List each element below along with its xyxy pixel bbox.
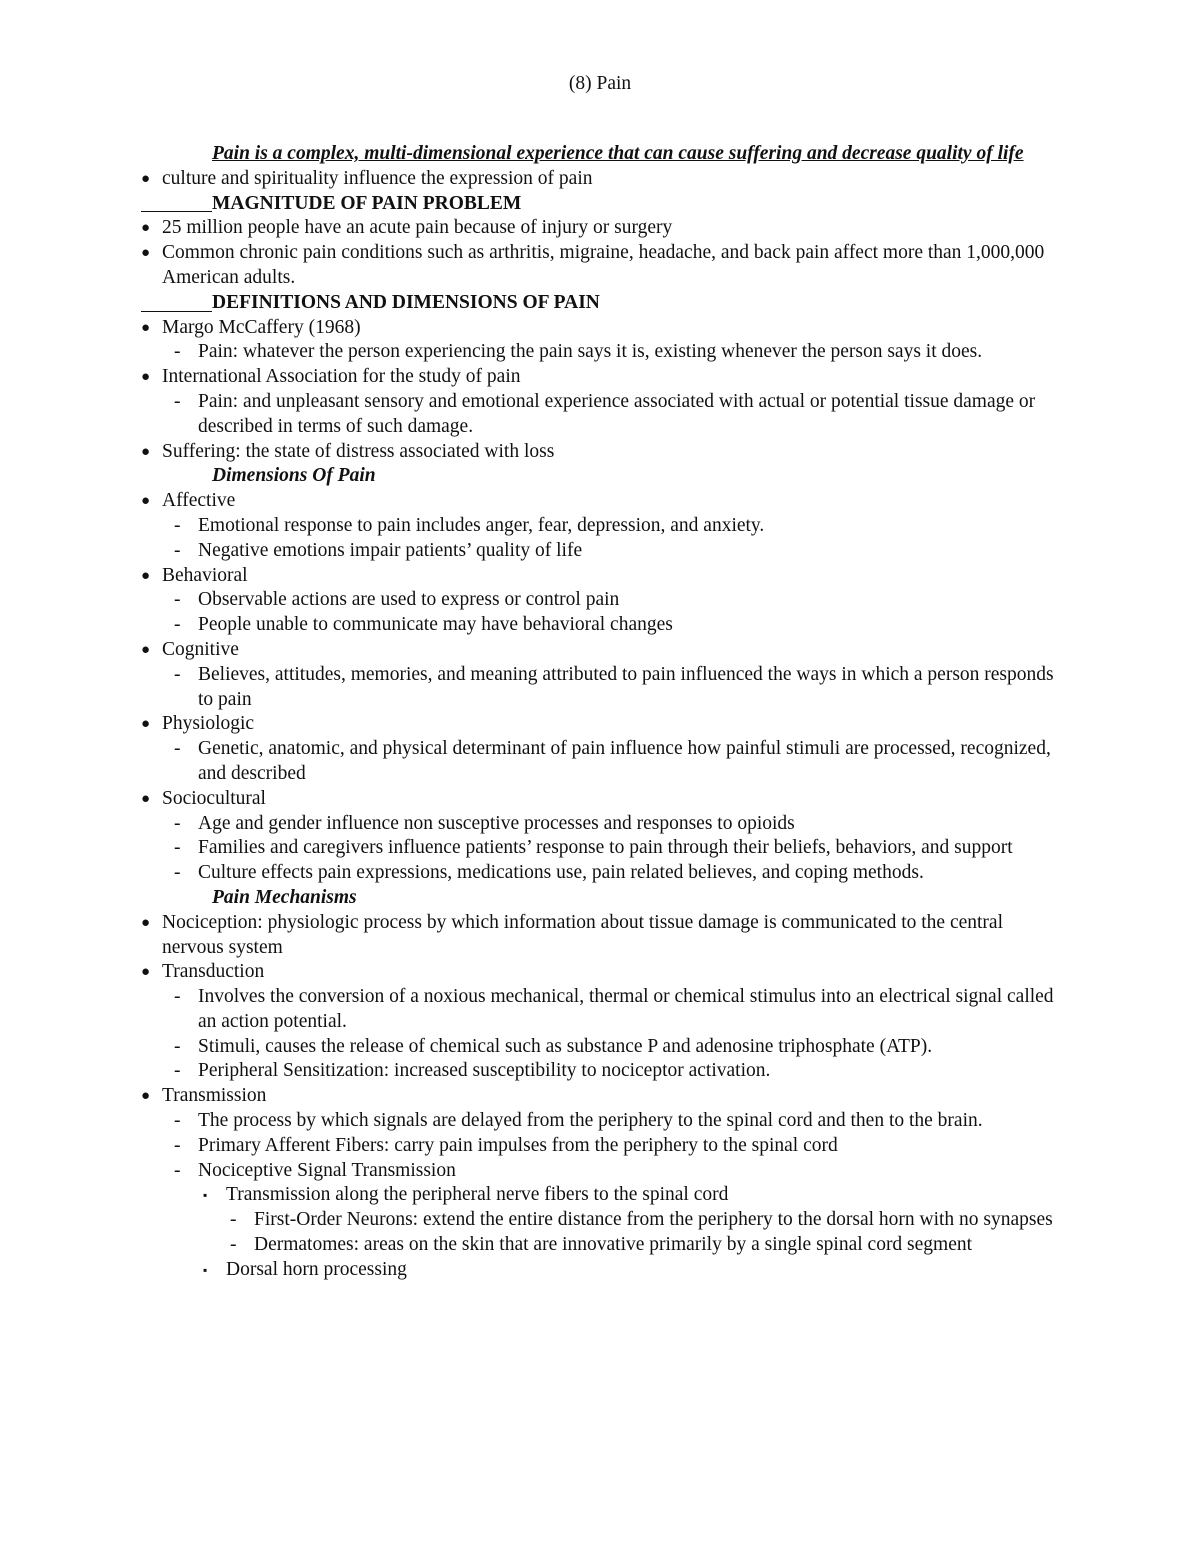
- list-item: [141, 539, 1056, 564]
- list-item-text: Nociceptive Signal Transmission: [198, 1159, 456, 1181]
- list-item: [141, 440, 1056, 465]
- list-item-text: 25 million people have an acute pain because of injury or surgery: [162, 217, 673, 239]
- dash-bullet-icon: -: [174, 986, 181, 1008]
- subsection-heading: Dimensions Of Pain: [212, 465, 376, 487]
- list-item: [141, 1208, 1056, 1233]
- list-item: [141, 836, 1056, 861]
- list-item-text: Nociception: physiologic process by which information about tissue damage is communicated to the central nervous system: [162, 911, 1003, 958]
- dash-bullet-icon: -: [174, 738, 181, 760]
- list-item-text: The process by which signals are delayed from the periphery to the spinal cord and then to the brain.: [198, 1110, 983, 1132]
- document-body: [141, 142, 1056, 1283]
- list-item: [141, 911, 1056, 961]
- dash-bullet-icon: -: [174, 514, 181, 536]
- list-item: [141, 216, 1056, 241]
- bullet-icon: ●: [141, 245, 151, 262]
- dash-bullet-icon: -: [174, 837, 181, 859]
- list-item-text: Affective: [162, 490, 236, 512]
- list-item-text: Physiologic: [162, 713, 255, 735]
- list-item: [141, 316, 1056, 341]
- dash-bullet-icon: -: [174, 390, 181, 412]
- list-item-text: Dermatomes: areas on the skin that are innovative primarily by a single spinal cord segment: [254, 1234, 973, 1256]
- list-item: [141, 241, 1056, 291]
- square-bullet-icon: ▪: [203, 1262, 208, 1277]
- list-item-text: Age and gender influence non susceptive processes and responses to opioids: [198, 812, 795, 834]
- list-item: [141, 737, 1056, 787]
- list-item: [141, 1134, 1056, 1159]
- dash-bullet-icon: -: [174, 1159, 181, 1181]
- bullet-icon: ●: [141, 1088, 151, 1105]
- list-item-text: Pain: whatever the person experiencing the pain says it is, existing whenever the person says it does.: [198, 341, 983, 363]
- list-item: [141, 167, 1056, 192]
- list-item: [141, 787, 1056, 812]
- list-item-text: Peripheral Sensitization: increased susceptibility to nociceptor activation.: [198, 1060, 771, 1082]
- list-item-text: Transmission: [162, 1085, 267, 1107]
- list-item-text: Negative emotions impair patients’ quality of life: [198, 539, 583, 561]
- section-heading: DEFINITIONS AND DIMENSIONS OF PAIN: [141, 291, 1056, 316]
- dash-bullet-icon: -: [174, 539, 181, 561]
- dash-bullet-icon: -: [174, 589, 181, 611]
- list-item-text: Genetic, anatomic, and physical determinant of pain influence how painful stimuli are processed, recognized, and described: [198, 738, 1051, 784]
- list-item: [141, 1035, 1056, 1060]
- intro-statement: [141, 142, 1056, 167]
- list-item-text: Dorsal horn processing: [226, 1258, 407, 1280]
- bullet-icon: ●: [141, 914, 151, 931]
- list-item: [141, 985, 1056, 1035]
- bullet-icon: ●: [141, 493, 151, 510]
- bullet-icon: ●: [141, 443, 151, 460]
- bullet-icon: ●: [141, 641, 151, 658]
- dash-bullet-icon: -: [174, 663, 181, 685]
- list-item-text: People unable to communicate may have behavioral changes: [198, 614, 673, 636]
- dash-bullet-icon: -: [230, 1234, 237, 1256]
- bullet-icon: ●: [141, 964, 151, 981]
- list-item-text: Believes, attitudes, memories, and meaning attributed to pain influenced the ways in which a person responds to pain: [198, 663, 1054, 710]
- bullet-icon: ●: [141, 220, 151, 237]
- list-item-text: Culture effects pain expressions, medications use, pain related believes, and coping methods.: [198, 862, 924, 884]
- list-item: [141, 1084, 1056, 1109]
- list-item-text: Common chronic pain conditions such as arthritis, migraine, headache, and back pain affect more than 1,000,000 American adults.: [162, 242, 1045, 288]
- list-item: [141, 1159, 1056, 1184]
- list-item-text: Pain: and unpleasant sensory and emotional experience associated with actual or potential tissue damage or described in terms of such damage.: [198, 390, 1036, 437]
- list-item: [141, 861, 1056, 886]
- list-item-text: Sociocultural: [162, 787, 266, 809]
- dash-bullet-icon: -: [174, 341, 181, 363]
- list-item-text: Cognitive: [162, 638, 239, 660]
- section-heading: MAGNITUDE OF PAIN PROBLEM: [141, 192, 1056, 217]
- list-item: [141, 1059, 1056, 1084]
- list-item-text: Suffering: the state of distress associated with loss: [162, 440, 555, 462]
- list-item: [141, 812, 1056, 837]
- square-bullet-icon: ▪: [203, 1188, 208, 1203]
- list-item-text: Stimuli, causes the release of chemical such as substance P and adenosine triphosphate (ATP).: [198, 1035, 933, 1057]
- bullet-icon: ●: [141, 790, 151, 807]
- list-item: [141, 638, 1056, 663]
- list-item-text: Involves the conversion of a noxious mechanical, thermal or chemical stimulus into an electrical signal called an action potential.: [198, 986, 1054, 1032]
- list-item-text: Behavioral: [162, 564, 248, 586]
- bullet-icon: ●: [141, 567, 151, 584]
- list-item: [141, 489, 1056, 514]
- list-item-text: Transmission along the peripheral nerve fibers to the spinal cord: [226, 1184, 729, 1206]
- dash-bullet-icon: -: [174, 862, 181, 884]
- list-item: [141, 663, 1056, 713]
- page-title: (8) Pain: [568, 73, 632, 94]
- list-item: [141, 1183, 1056, 1208]
- list-item: [141, 340, 1056, 365]
- list-item-text: Emotional response to pain includes anger, fear, depression, and anxiety.: [198, 514, 765, 536]
- dash-bullet-icon: -: [174, 1110, 181, 1132]
- subsection-heading: Pain Mechanisms: [212, 886, 357, 908]
- list-item-text: First-Order Neurons: extend the entire distance from the periphery to the dorsal horn with no synapses: [254, 1209, 1053, 1231]
- bullet-icon: ●: [141, 369, 151, 386]
- list-item-text: Margo McCaffery (1968): [162, 316, 361, 338]
- list-item: [141, 712, 1056, 737]
- dash-bullet-icon: -: [174, 1060, 181, 1082]
- list-item: [141, 1233, 1056, 1258]
- list-item: [141, 564, 1056, 589]
- list-item-text: Transduction: [162, 961, 265, 983]
- bullet-icon: ●: [141, 319, 151, 336]
- list-item-text: International Association for the study of pain: [162, 366, 521, 388]
- list-item: [141, 1258, 1056, 1283]
- list-item: [141, 960, 1056, 985]
- dash-bullet-icon: -: [174, 1035, 181, 1057]
- list-item: [141, 365, 1056, 390]
- list-item: [141, 588, 1056, 613]
- list-item-text: Primary Afferent Fibers: carry pain impulses from the periphery to the spinal cord: [198, 1134, 838, 1156]
- list-item-text: culture and spirituality influence the expression of pain: [162, 167, 593, 189]
- dash-bullet-icon: -: [174, 614, 181, 636]
- list-item-text: Observable actions are used to express or control pain: [198, 589, 620, 611]
- list-item: [141, 514, 1056, 539]
- list-item: [141, 390, 1056, 440]
- dash-bullet-icon: -: [174, 812, 181, 834]
- dash-bullet-icon: -: [230, 1209, 237, 1231]
- list-item: [141, 1109, 1056, 1134]
- list-item: [141, 613, 1056, 638]
- intro-text: Pain is a complex, multi-dimensional experience that can cause suffering and decrease quality of life: [212, 143, 1024, 164]
- bullet-icon: ●: [141, 170, 151, 187]
- dash-bullet-icon: -: [174, 1134, 181, 1156]
- list-item-text: Families and caregivers influence patients’ response to pain through their beliefs, behaviors, and support: [198, 837, 1013, 859]
- bullet-icon: ●: [141, 716, 151, 733]
